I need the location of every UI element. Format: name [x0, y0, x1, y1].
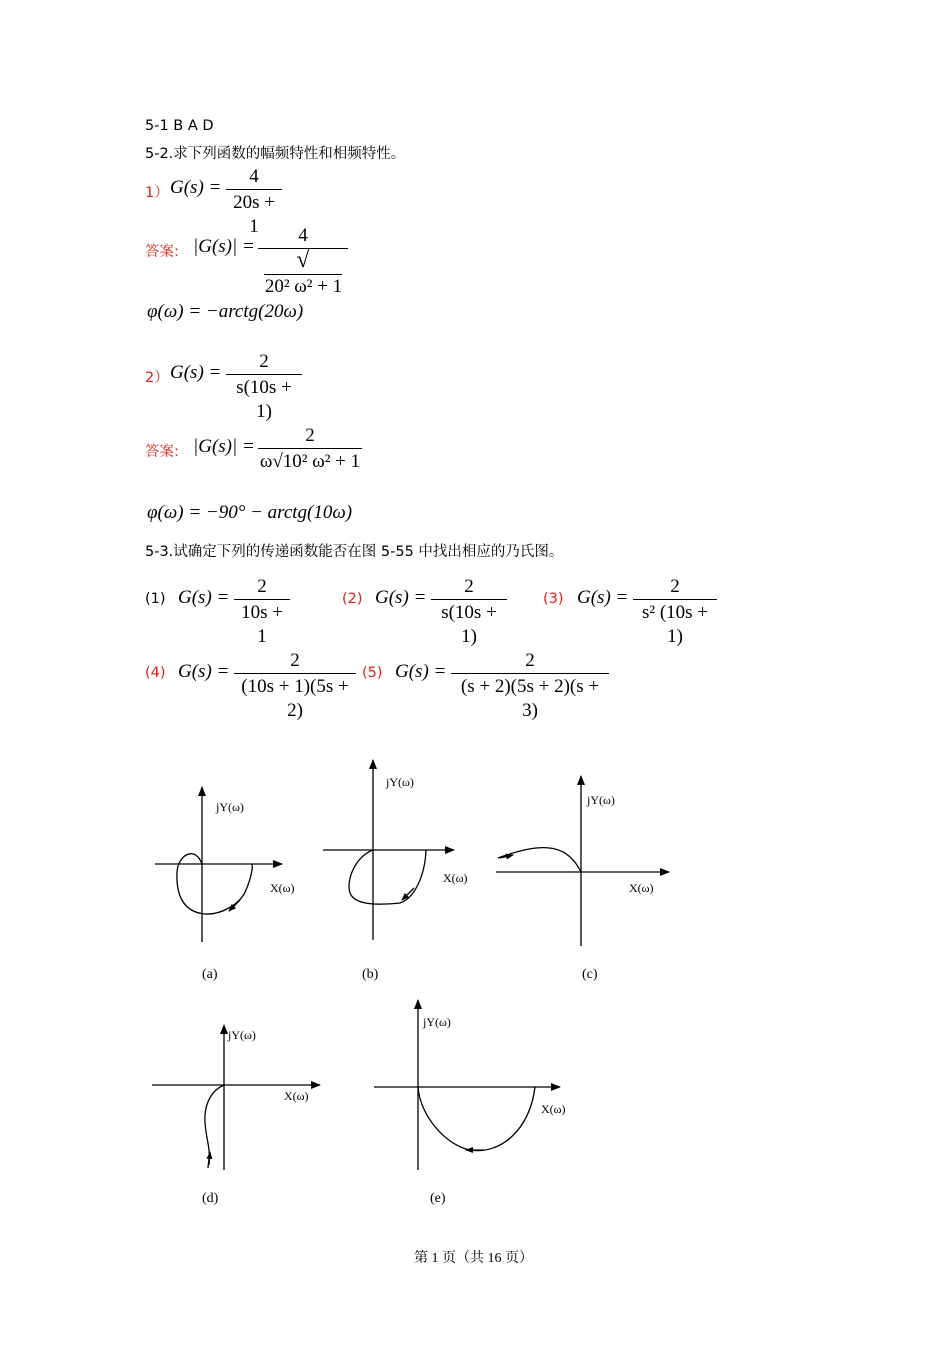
q52-item2-mag-lhs: |G(s)| =: [193, 436, 255, 457]
plot-e: [374, 1000, 566, 1170]
q53-title: 5-3.试确定下列的传递函数能否在图 5-55 中找出相应的乃氏图。: [145, 544, 564, 560]
plot-e-y-label: jY(ω): [423, 1015, 451, 1029]
q53-item4-label: (4): [145, 665, 166, 681]
q53-item5-lhs: G(s) =: [395, 661, 447, 682]
plot-b-x-label: X(ω): [443, 871, 468, 885]
plot-a-curve: [177, 854, 252, 914]
plot-b-curve: [349, 850, 426, 904]
plot-d: [152, 1025, 320, 1170]
denominator: s(10s + 1): [441, 602, 497, 647]
q52-title: 5-2.求下列函数的幅频特性和相频特性。: [145, 146, 406, 162]
denominator: ω√10² ω² + 1: [259, 451, 361, 472]
numerator: 2: [525, 650, 535, 671]
plot-a: [155, 787, 295, 942]
plot-c: [496, 776, 669, 946]
q52-item1-phase: φ(ω) = −arctg(20ω): [147, 301, 304, 322]
numerator: 2: [259, 351, 269, 372]
denominator: 20s + 1: [233, 192, 275, 237]
denominator: s² (10s + 1): [641, 602, 709, 647]
plot-d-y-label: jY(ω): [228, 1028, 256, 1042]
q52-item2-lhs: G(s) =: [170, 362, 222, 383]
q53-item5-label: (5): [362, 665, 383, 681]
q52-item1-label: 1）: [145, 185, 169, 201]
q53-item3-label: (3): [543, 591, 564, 607]
numerator: 4: [298, 225, 308, 246]
plot-a-caption: (a): [202, 967, 218, 982]
denominator: (s + 2)(5s + 2)(s + 3): [460, 676, 600, 721]
q52-item1-answer-label: 答案:: [145, 244, 179, 260]
q52-item2-answer-label: 答案:: [145, 444, 179, 460]
numerator: 4: [249, 166, 259, 187]
q53-item4-lhs: G(s) =: [178, 661, 230, 682]
plot-d-x-label: X(ω): [284, 1089, 309, 1103]
plot-c-curve: [498, 848, 581, 872]
page-footer: 第 1 页（共 16 页）: [414, 1251, 533, 1266]
q52-item2-label: 2）: [145, 370, 169, 386]
plot-e-caption: (e): [430, 1191, 446, 1206]
numerator: 2: [257, 576, 267, 597]
q53-item2-label: (2): [342, 591, 363, 607]
denominator: √20² ω² + 1: [264, 247, 343, 297]
q53-item2-lhs: G(s) =: [375, 587, 427, 608]
plot-a-y-label: jY(ω): [216, 800, 244, 814]
q52-item1-lhs: G(s) =: [170, 177, 222, 198]
q52-item1-mag-lhs: |G(s)| =: [193, 236, 255, 257]
plot-b-y-label: jY(ω): [386, 775, 414, 789]
denominator: 10s + 1: [241, 602, 283, 647]
q53-item3-lhs: G(s) =: [577, 587, 629, 608]
denominator: s(10s + 1): [236, 377, 292, 422]
q52-item2-phase: φ(ω) = −90° − arctg(10ω): [147, 502, 353, 523]
plot-d-curve: [205, 1085, 224, 1168]
plot-e-curve: [418, 1087, 535, 1151]
plot-b-caption: (b): [362, 967, 379, 982]
q51-answers: 5-1 B A D: [145, 118, 214, 134]
numerator: 2: [290, 650, 300, 671]
plot-c-y-label: jY(ω): [587, 793, 615, 807]
q53-item1-lhs: G(s) =: [178, 587, 230, 608]
plot-d-caption: (d): [202, 1191, 219, 1206]
denominator: (10s + 1)(5s + 2): [241, 676, 349, 721]
numerator: 2: [670, 576, 680, 597]
plot-a-x-label: X(ω): [270, 881, 295, 895]
plot-c-caption: (c): [582, 967, 598, 982]
plot-b: [323, 760, 468, 940]
q53-item1-label: (1): [145, 591, 166, 607]
plot-c-x-label: X(ω): [629, 881, 654, 895]
numerator: 2: [305, 425, 315, 446]
numerator: 2: [464, 576, 474, 597]
plot-a-direction-arrow: [229, 900, 240, 911]
plot-e-x-label: X(ω): [541, 1102, 566, 1116]
